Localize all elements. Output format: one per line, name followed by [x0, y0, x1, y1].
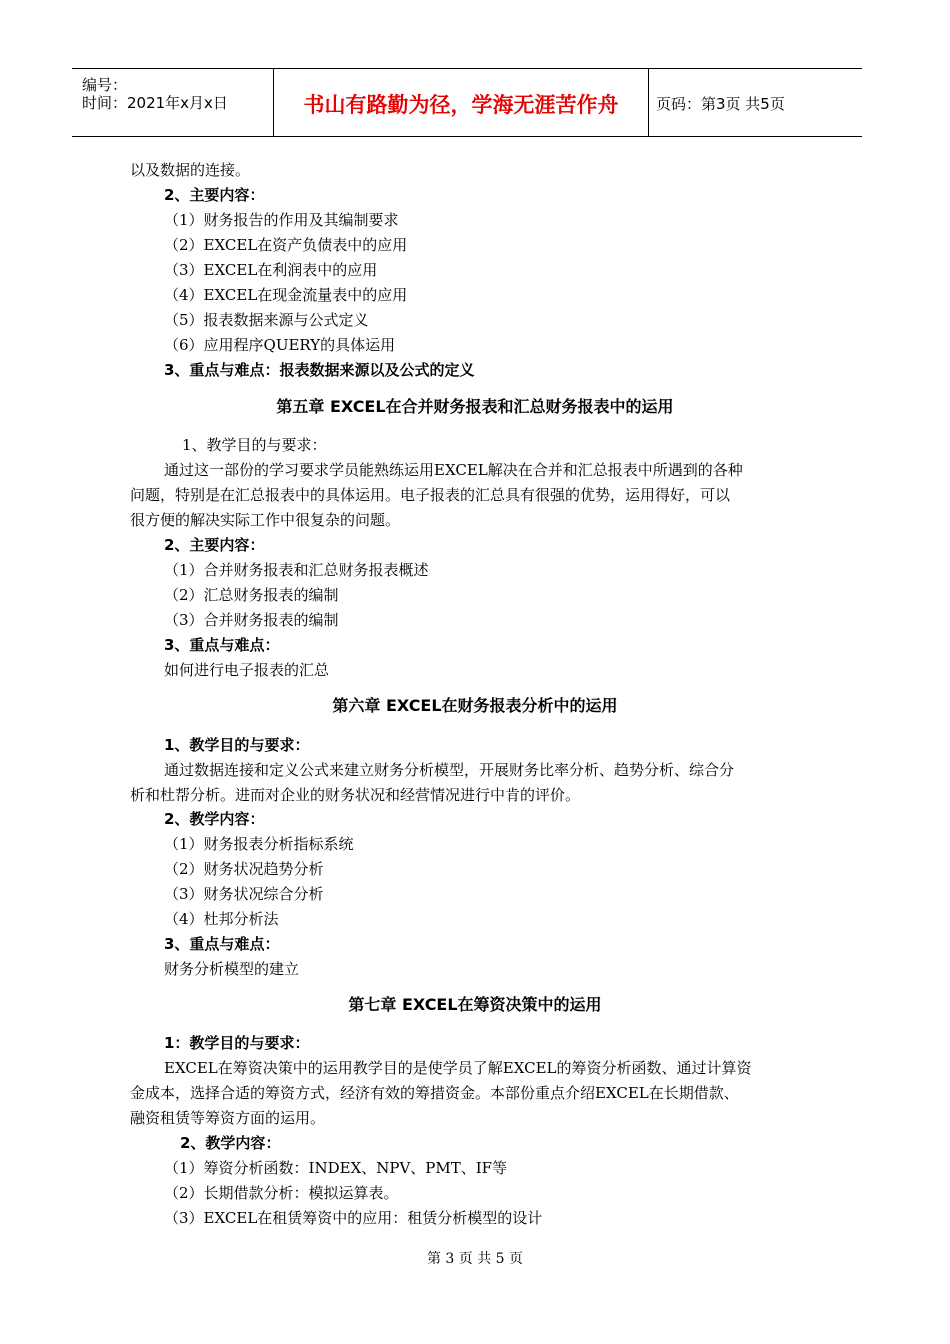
paragraph-line: 析和杜帮分析。进而对企业的财务状况和经营情况进行中肯的评价。 [130, 786, 581, 804]
chapter-title: 第七章 EXCEL在筹资决策中的运用 [348, 995, 602, 1014]
section-heading: 2、教学内容： [180, 1134, 281, 1152]
paragraph-line: 融资租赁等筹资方面的运用。 [130, 1109, 326, 1127]
section-heading: 3、重点与难点： [164, 935, 280, 953]
section-heading: 1、教学目的与要求： [182, 436, 327, 454]
paragraph-line: 金成本，选择合适的筹资方式，经济有效的筹措资金。本部份重点介绍EXCEL在长期借款、 [130, 1084, 739, 1102]
paragraph-line: 通过这一部份的学习要求学员能熟练运用EXCEL解决在合并和汇总报表中所遇到的各种 [164, 461, 743, 479]
header-left-cell [72, 69, 272, 136]
list-item: （2）长期借款分析：模拟运算表。 [164, 1184, 399, 1202]
header-right-cell [648, 69, 862, 136]
list-item: （3）财务状况综合分析 [164, 885, 324, 903]
list-item: （2）EXCEL在资产负债表中的应用 [164, 236, 408, 254]
section-heading: 3、重点与难点： [164, 636, 280, 654]
list-item: （6）应用程序QUERY的具体运用 [164, 336, 396, 354]
chapter-title: 第五章 EXCEL在合并财务报表和汇总财务报表中的运用 [276, 397, 674, 416]
list-item: （3）EXCEL在租赁筹资中的应用：租赁分析模型的设计 [164, 1209, 543, 1227]
list-item: （3）合并财务报表的编制 [164, 611, 339, 629]
chapter-title: 第六章 EXCEL在财务报表分析中的运用 [332, 696, 618, 715]
paragraph-line: 很方便的解决实际工作中很复杂的问题。 [130, 511, 401, 529]
section-heading: 3、重点与难点：报表数据来源以及公式的定义 [164, 361, 475, 379]
section-heading: 2、主要内容： [164, 186, 265, 204]
list-item: （1）财务报告的作用及其编制要求 [164, 211, 399, 229]
number-label: 编号： [82, 76, 128, 94]
list-item: （1）合并财务报表和汇总财务报表概述 [164, 561, 429, 579]
list-item: （3）EXCEL在利润表中的应用 [164, 261, 378, 279]
section-heading: 1：教学目的与要求： [164, 1034, 310, 1052]
section-heading: 2、主要内容： [164, 536, 265, 554]
header-motto-cell [273, 69, 649, 136]
paragraph-line: EXCEL在筹资决策中的运用教学目的是使学员了解EXCEL的筹资分析函数、通过计算资 [164, 1059, 752, 1077]
list-item: （2）财务状况趋势分析 [164, 860, 324, 878]
list-item: （5）报表数据来源与公式定义 [164, 311, 369, 329]
page-code: 页码：第3页 共5页 [656, 95, 785, 113]
text-line: 如何进行电子报表的汇总 [164, 661, 330, 679]
section-heading: 2、教学内容： [164, 810, 265, 828]
page-footer: 第 3 页 共 5 页 [426, 1251, 524, 1267]
list-item: （4）EXCEL在现金流量表中的应用 [164, 286, 408, 304]
page-header [72, 68, 862, 137]
motto: 书山有路勤为径，学海无涯苦作舟 [303, 93, 619, 117]
text-line: 以及数据的连接。 [130, 161, 251, 179]
paragraph-line: 通过数据连接和定义公式来建立财务分析模型，开展财务比率分析、趋势分析、综合分 [164, 761, 735, 779]
paragraph-line: 问题，特别是在汇总报表中的具体运用。电子报表的汇总具有很强的优势，运用得好，可以 [130, 486, 731, 504]
text-line: 财务分析模型的建立 [164, 960, 300, 978]
list-item: （1）财务报表分析指标系统 [164, 835, 354, 853]
list-item: （4）杜邦分析法 [164, 910, 279, 928]
list-item: （2）汇总财务报表的编制 [164, 586, 339, 604]
list-item: （1）筹资分析函数：INDEX、NPV、PMT、IF等 [164, 1159, 508, 1177]
section-heading: 1、教学目的与要求： [164, 736, 310, 754]
time-label: 时间：2021年x月x日 [82, 94, 228, 112]
